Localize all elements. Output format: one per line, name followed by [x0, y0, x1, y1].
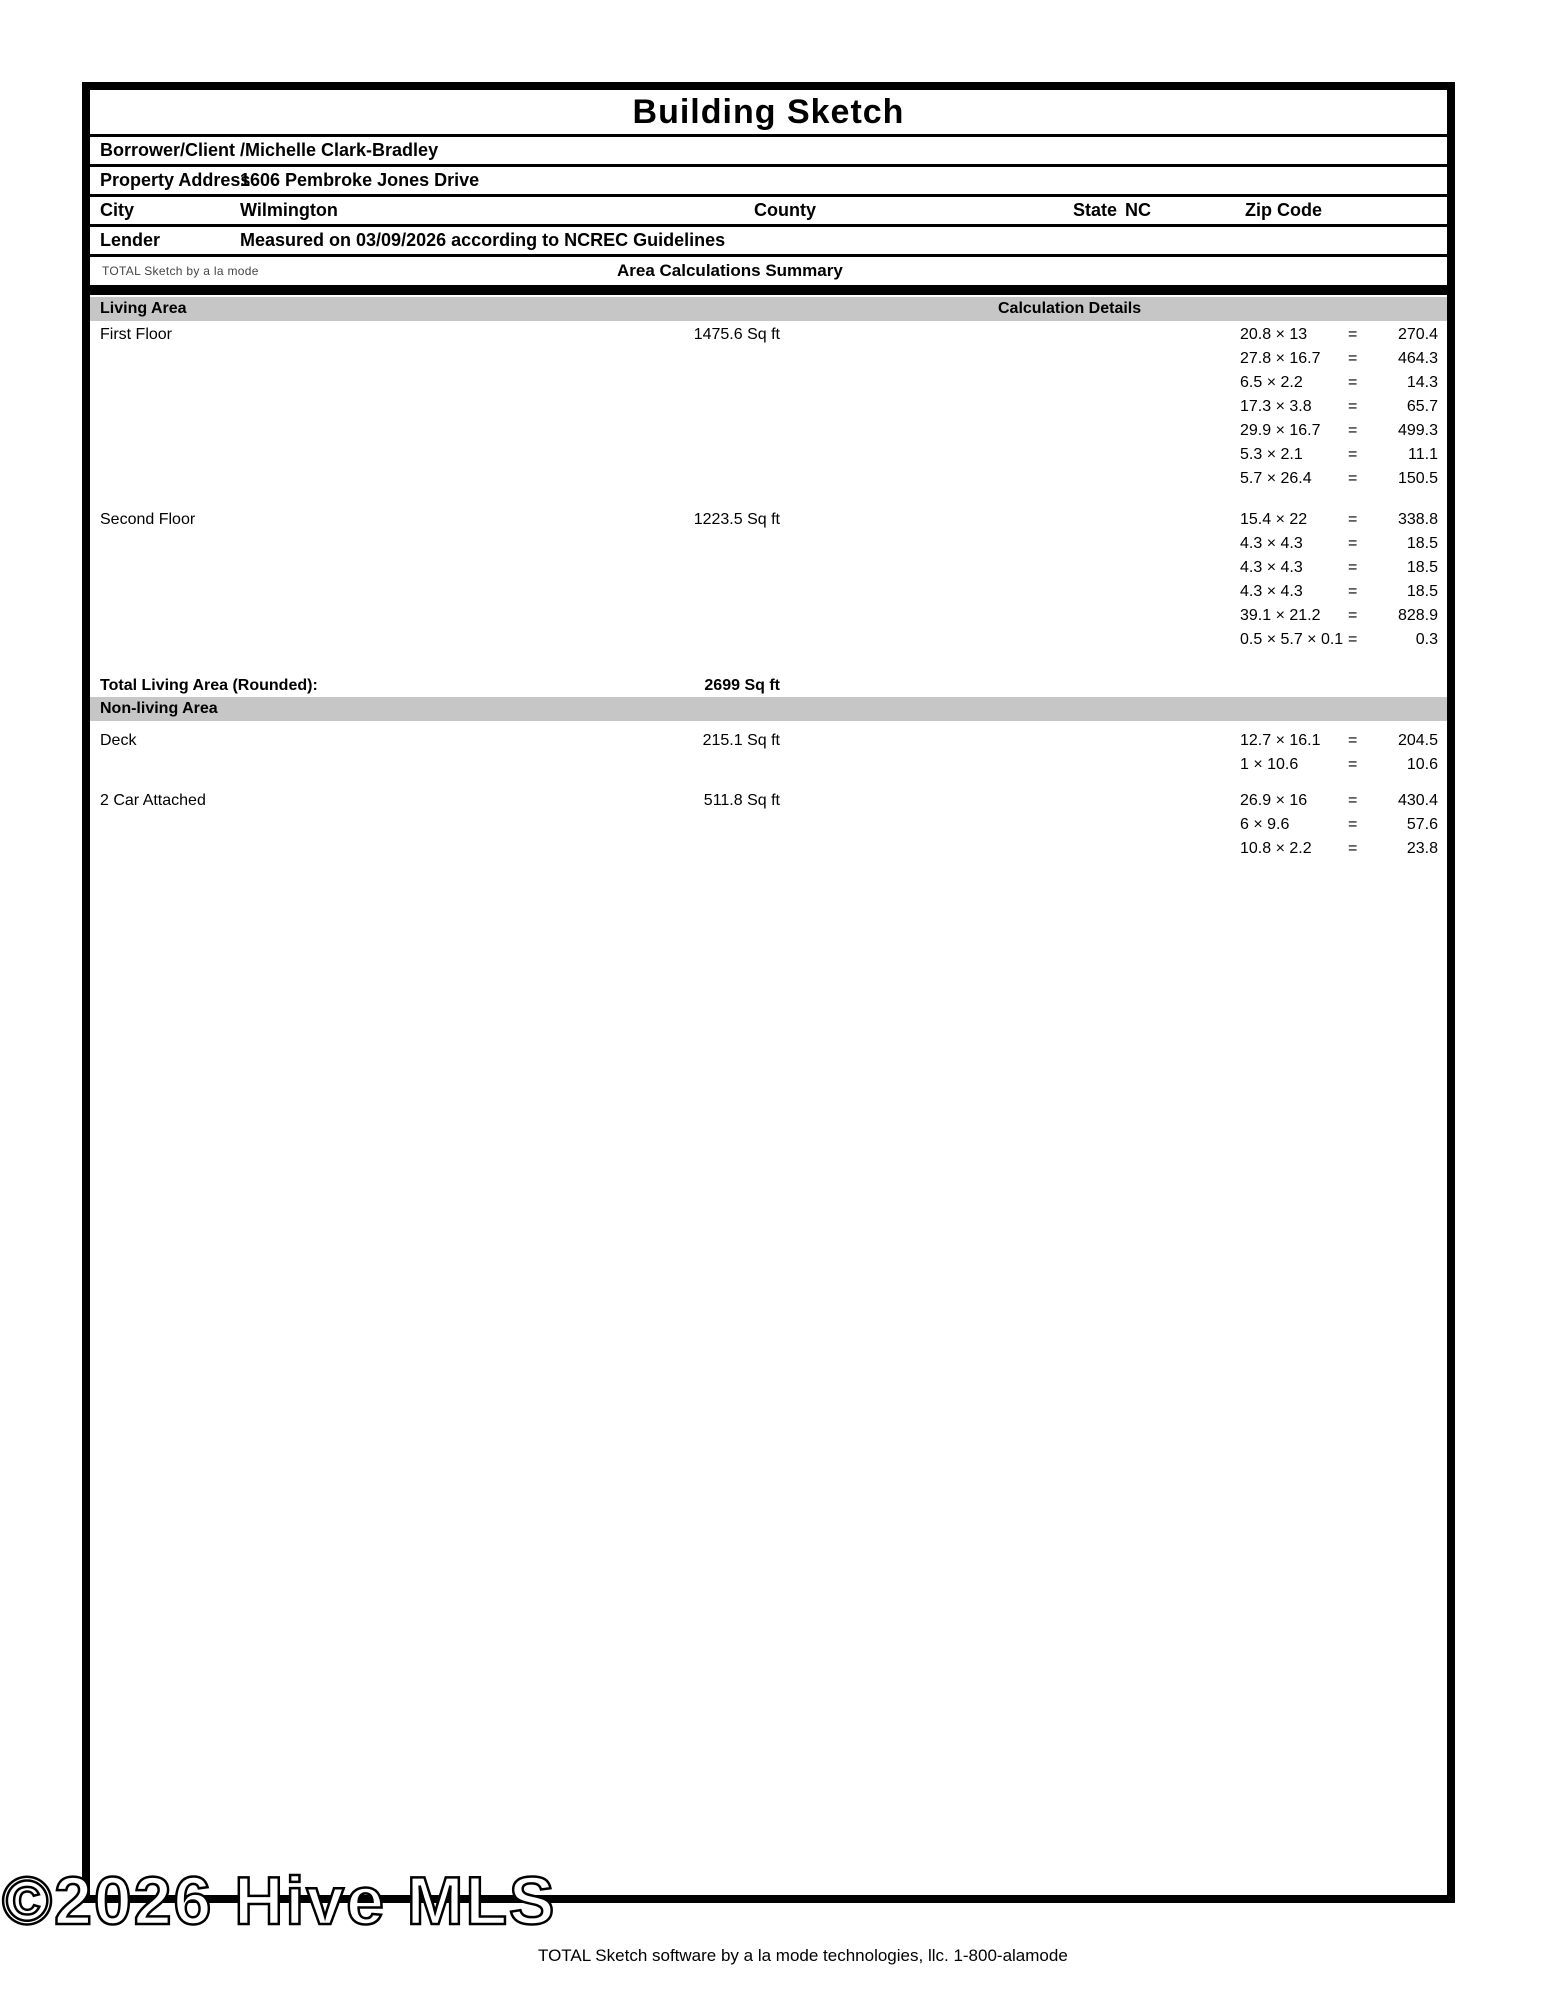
software-branding-text: TOTAL Sketch by a la mode: [102, 264, 259, 278]
calculations-content: [90, 321, 1447, 1895]
calc-line: [1240, 628, 1438, 652]
second-floor-sqft: 1223.5 Sq ft: [693, 511, 780, 528]
calc-result: 10.6: [1406, 756, 1438, 773]
calc-line: [1240, 556, 1438, 580]
property-address-label: Property Address: [100, 170, 251, 190]
property-address-row: [90, 167, 1447, 197]
second-floor-calcs: [1240, 508, 1438, 652]
zip-code-label: Zip Code: [1245, 200, 1322, 220]
calc-line: [1240, 323, 1438, 347]
calc-expr: 39.1 × 21.2: [1240, 607, 1321, 624]
equals-sign: =: [1348, 840, 1358, 857]
equals-sign: =: [1348, 792, 1358, 809]
borrower-label: Borrower/Client: [100, 140, 236, 160]
calc-expr: 4.3 × 4.3: [1240, 535, 1303, 552]
calc-result: 430.4: [1397, 792, 1438, 809]
calc-line: [1240, 729, 1438, 753]
equals-sign: =: [1348, 631, 1358, 648]
calc-expr: 17.3 × 3.8: [1240, 398, 1312, 415]
calc-result: 204.5: [1397, 732, 1438, 749]
deck-name: Deck: [100, 732, 137, 749]
equals-sign: =: [1348, 511, 1358, 528]
calc-line: [1240, 443, 1438, 467]
calc-line: [1240, 371, 1438, 395]
calc-expr: 5.3 × 2.1: [1240, 446, 1303, 463]
calc-result: 499.3: [1397, 422, 1438, 439]
calculation-details-header: Calculation Details: [998, 300, 1142, 317]
calc-line: [1240, 467, 1438, 491]
borrower-row: [90, 137, 1447, 167]
calc-expr: 29.9 × 16.7: [1240, 422, 1321, 439]
city-value: Wilmington: [240, 200, 338, 220]
calc-line: [1240, 419, 1438, 443]
second-floor-name: Second Floor: [100, 511, 196, 528]
equals-sign: =: [1348, 398, 1358, 415]
city-label: City: [100, 200, 135, 220]
calc-line: [1240, 604, 1438, 628]
hive-mls-watermark: ©2026 Hive MLS: [2, 1863, 557, 1939]
calc-expr: 6.5 × 2.2: [1240, 374, 1303, 391]
calc-expr: 15.4 × 22: [1240, 511, 1308, 528]
calc-expr: 4.3 × 4.3: [1240, 559, 1303, 576]
calc-result: 11.1: [1408, 446, 1438, 463]
calc-expr: 0.5 × 5.7 × 0.1: [1240, 631, 1344, 648]
equals-sign: =: [1348, 422, 1358, 439]
property-address-value: 1606 Pembroke Jones Drive: [240, 170, 480, 190]
city-state-row: [90, 197, 1447, 227]
total-living-area-label: Total Living Area (Rounded):: [100, 677, 318, 694]
calc-expr: 12.7 × 16.1: [1240, 732, 1321, 749]
calc-line: [1240, 580, 1438, 604]
equals-sign: =: [1348, 559, 1358, 576]
calc-line: [1240, 789, 1438, 813]
page-title: Building Sketch: [632, 92, 905, 131]
garage-sqft: 511.8 Sq ft: [703, 792, 780, 809]
calc-expr: 10.8 × 2.2: [1240, 840, 1312, 857]
equals-sign: =: [1348, 350, 1358, 367]
calc-result: 338.8: [1397, 511, 1438, 528]
lender-value: Measured on 03/09/2026 according to NCREC Guidelines: [240, 230, 726, 250]
calc-result: 57.6: [1406, 816, 1438, 833]
equals-sign: =: [1348, 374, 1358, 391]
calc-line: [1240, 532, 1438, 556]
footer-software-credit: TOTAL Sketch software by a la mode technologies, llc. 1-800-alamode: [538, 1946, 1068, 1965]
first-floor-calcs: [1240, 323, 1438, 491]
state-value: NC: [1125, 200, 1151, 220]
equals-sign: =: [1348, 446, 1358, 463]
calc-result: 270.4: [1397, 326, 1438, 343]
equals-sign: =: [1348, 326, 1358, 343]
calc-expr: 1 × 10.6: [1240, 756, 1299, 773]
calc-expr: 4.3 × 4.3: [1240, 583, 1303, 600]
calc-result: 18.5: [1406, 535, 1438, 552]
living-area-label: Living Area: [100, 300, 187, 317]
equals-sign: =: [1348, 816, 1358, 833]
area-calculations-summary-title: Area Calculations Summary: [617, 261, 843, 280]
report-title-row: [90, 90, 1447, 137]
calc-line: [1240, 813, 1438, 837]
section-divider-bar: [90, 285, 1447, 295]
equals-sign: =: [1348, 535, 1358, 552]
garage-calcs: [1240, 789, 1438, 861]
calc-line: [1240, 395, 1438, 419]
calc-expr: 20.8 × 13: [1240, 326, 1308, 343]
first-floor-sqft: 1475.6 Sq ft: [693, 326, 780, 343]
calc-result: 150.5: [1397, 470, 1438, 487]
equals-sign: =: [1348, 470, 1358, 487]
garage-name: 2 Car Attached: [100, 792, 206, 809]
equals-sign: =: [1348, 583, 1358, 600]
calc-expr: 27.8 × 16.7: [1240, 350, 1321, 367]
deck-calcs: [1240, 729, 1438, 777]
borrower-value: /Michelle Clark-Bradley: [240, 140, 439, 160]
calc-result: 14.3: [1406, 374, 1438, 391]
lender-row: [90, 227, 1447, 257]
calc-result: 65.7: [1406, 398, 1438, 415]
living-area-band: [90, 297, 1447, 321]
deck-sqft: 215.1 Sq ft: [702, 732, 780, 749]
county-label: County: [754, 200, 816, 220]
calc-line: [1240, 753, 1438, 777]
non-living-area-band: [90, 697, 1447, 721]
sketch-report-frame: [82, 82, 1455, 1903]
calc-result: 828.9: [1397, 607, 1438, 624]
first-floor-name: First Floor: [100, 326, 172, 343]
equals-sign: =: [1348, 732, 1358, 749]
calc-expr: 5.7 × 26.4: [1240, 470, 1312, 487]
calc-line: [1240, 508, 1438, 532]
non-living-area-label: Non-living Area: [100, 700, 218, 717]
calc-expr: 6 × 9.6: [1240, 816, 1290, 833]
calc-result: 18.5: [1406, 559, 1438, 576]
calc-result: 464.3: [1397, 350, 1438, 367]
calc-line: [1240, 347, 1438, 371]
calc-result: 23.8: [1406, 840, 1438, 857]
equals-sign: =: [1348, 607, 1358, 624]
summary-header-row: [90, 257, 1447, 285]
lender-label: Lender: [100, 230, 161, 250]
calc-line: [1240, 837, 1438, 861]
calc-result: 0.3: [1415, 631, 1438, 648]
calc-expr: 26.9 × 16: [1240, 792, 1308, 809]
total-living-area-value: 2699 Sq ft: [704, 677, 780, 694]
state-label: State: [1073, 200, 1118, 220]
equals-sign: =: [1348, 756, 1358, 773]
calc-result: 18.5: [1406, 583, 1438, 600]
